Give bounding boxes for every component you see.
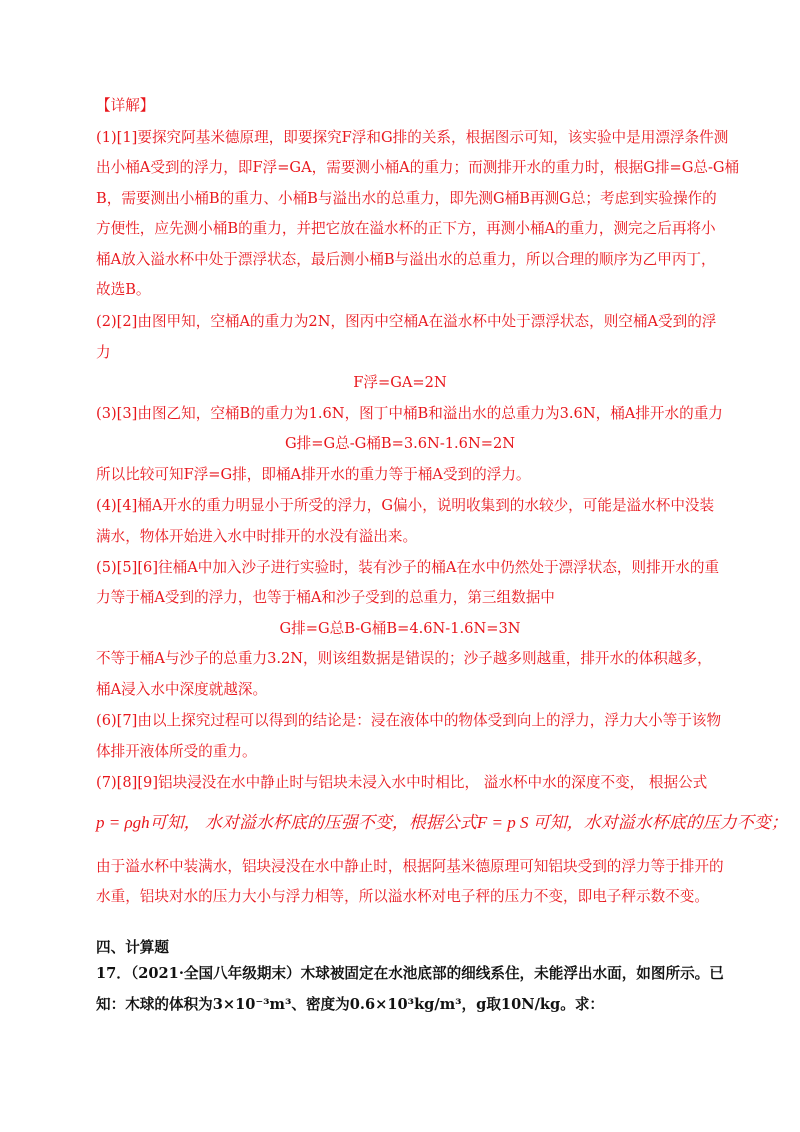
paragraph-line: 故选B。	[96, 281, 151, 298]
paragraph-line: 力等于桶A受到的浮力，也等于桶A和沙子受到的总重力，第三组数据中	[96, 589, 555, 606]
paragraph-line: 桶A放入溢水杯中处于漂浮状态，最后测小桶B与溢出水的总重力，所以合理的顺序为乙甲丙丁，	[96, 251, 716, 268]
paragraph-line: B，需要测出小桶B的重力、小桶B与溢出水的总重力，即先测G桶B再测G总；考虑到实验操作的	[96, 190, 717, 207]
question-line: 知：木球的体积为3×10⁻³m³、密度为0.6×10³kg/m³，g取10N/kg。求：	[96, 996, 605, 1013]
paragraph-line: 力	[96, 344, 111, 361]
paragraph-line: 方便性，应先测小桶B的重力，并把它放在溢水杯的正下方，再测小桶A的重力，测完之后再将小	[96, 220, 716, 237]
paragraph-line: (4)[4]桶A开水的重力明显小于所受的浮力，G偏小，说明收集到的水较少，可能是溢水杯中没装	[96, 497, 715, 514]
paragraph-line: 由于溢水杯中装满水，铝块浸没在水中静止时，根据阿基米德原理可知铝块受到的浮力等于排开的	[96, 858, 724, 875]
paragraph-line: 满水，物体开始进入水中时排开的水没有溢出来。	[96, 528, 418, 545]
paragraph-line: (3)[3]由图乙知，空桶B的重力为1.6N，图丁中桶B和溢出水的总重力为3.6N，桶A排开水的重力	[96, 405, 723, 422]
paragraph-line: (2)[2]由图甲知，空桶A的重力为2N，图丙中空桶A在溢水杯中处于漂浮状态，则空桶A受到的浮	[96, 313, 717, 330]
paragraph-line: 出小桶A受到的浮力，即F浮=GA，需要测小桶A的重力；而测排开水的重力时，根据G排=G总-G桶	[96, 159, 740, 176]
paragraph-line: (7)[8][9]铝块浸没在水中静止时与铝块未浸入水中时相比， 溢水杯中水的深度不变， 根据公式	[96, 774, 708, 791]
paragraph-line: 不等于桶A与沙子的总重力3.2N，则该组数据是错误的；沙子越多则越重，排开水的体积越多，	[96, 650, 712, 667]
paragraph-line: (5)[5][6]往桶A中加入沙子进行实验时，装有沙子的桶A在水中仍然处于漂浮状态，则排开水的重	[96, 559, 720, 576]
paragraph-line: 体排开液体所受的重力。	[96, 743, 257, 760]
paragraph-line: 水重，铝块对水的压力大小与浮力相等，所以溢水杯对电子秤的压力不变，即电子秤示数不变。	[96, 888, 709, 905]
paragraph-line: 所以比较可知F浮=G排，即桶A排开水的重力等于桶A受到的浮力。	[96, 466, 531, 483]
answer-heading: 【详解】	[96, 97, 155, 114]
section-title: 四、计算题	[96, 939, 169, 956]
formula-line: G排=G总B-G桶B=4.6N-1.6N=3N	[279, 620, 521, 637]
formula-line: G排=G总-G桶B=3.6N-1.6N=2N	[284, 435, 516, 452]
paragraph-line: (1)[1]要探究阿基米德原理，即要探究F浮和G排的关系，根据图示可知，该实验中是用漂浮条件测	[96, 129, 729, 146]
pressure-formula-line: p = ρgh可知， 水对溢水杯底的压强不变，根据公式F = p S 可知，水对溢水杯底的压力不变；	[96, 813, 788, 832]
formula-line: F浮=GA=2N	[353, 374, 447, 391]
paragraph-line: (6)[7]由以上探究过程可以得到的结论是：浸在液体中的物体受到向上的浮力，浮力大小等于该物	[96, 712, 722, 729]
paragraph-line: 桶A浸入水中深度就越深。	[96, 681, 268, 698]
question-line: 17．（2021·全国八年级期末）木球被固定在水池底部的细线系住，未能浮出水面，如图所示。已	[96, 965, 724, 982]
